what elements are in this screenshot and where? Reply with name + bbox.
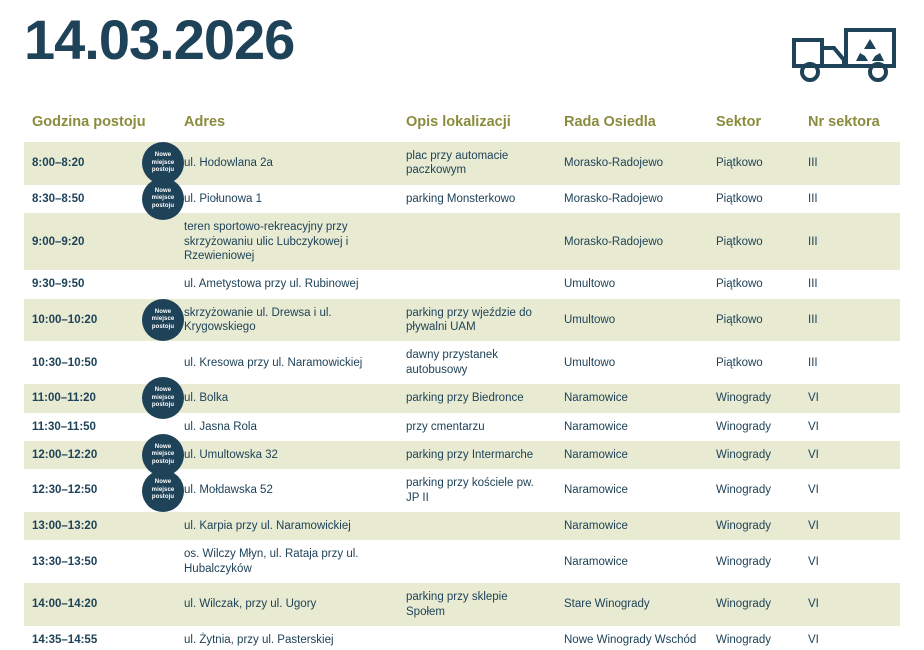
new-stop-badge — [142, 470, 184, 512]
cell-sector: Piątkowo — [708, 270, 800, 298]
cell-description — [398, 213, 556, 270]
address-text: ul. Karpia przy ul. Naramowickiej — [184, 520, 351, 532]
cell-description: parking przy Intermarche — [398, 441, 556, 469]
address-text: os. Wilczy Młyn, ul. Rataja przy ul. Hubalczyków — [184, 548, 359, 575]
cell-description: parking przy kościele pw. JP II — [398, 469, 556, 512]
cell-council: Stare Winogrady — [556, 583, 708, 626]
cell-description: parking przy wjeździe do pływalni UAM — [398, 299, 556, 342]
address-text: ul. Jasna Rola — [184, 420, 257, 433]
time-range: 9:00–9:20 — [32, 235, 85, 248]
cell-sector-number: VI — [800, 413, 900, 441]
new-stop-badge — [142, 299, 184, 341]
cell-sector-number: VI — [800, 626, 900, 650]
cell-sector: Piątkowo — [708, 213, 800, 270]
cell-description: parking przy Biedronce — [398, 384, 556, 412]
cell-description — [398, 270, 556, 298]
address-text: ul. Piołunowa 1 — [184, 192, 262, 205]
cell-address — [151, 441, 398, 469]
new-stop-badge-line3: postoju — [151, 167, 175, 174]
recycling-truck-icon — [790, 22, 900, 84]
table-row — [24, 299, 900, 342]
new-stop-badge-line2: miejsce — [151, 486, 175, 493]
new-stop-badge-line1: Nowe — [154, 152, 172, 159]
time-range: 12:00–12:20 — [32, 448, 98, 461]
new-stop-badge-line3: postoju — [151, 402, 175, 409]
cell-address — [151, 185, 398, 213]
cell-sector: Winogrady — [708, 583, 800, 626]
cell-time — [24, 626, 176, 650]
table-row — [24, 213, 900, 270]
cell-sector: Winogrady — [708, 441, 800, 469]
cell-sector-number: III — [800, 341, 900, 384]
time-range: 12:30–12:50 — [32, 484, 98, 497]
column-header-description: Opis lokalizacji — [406, 114, 511, 130]
new-stop-badge-line3: postoju — [151, 323, 175, 330]
new-stop-badge-line1: Nowe — [154, 479, 172, 486]
time-range: 11:30–11:50 — [32, 420, 96, 433]
page-title: 14.03.2026 — [24, 8, 295, 71]
address-text: ul. Bolka — [184, 392, 229, 405]
cell-sector: Winogrady — [708, 413, 800, 441]
cell-sector-number: III — [800, 142, 900, 185]
time-range: 10:00–10:20 — [32, 313, 98, 326]
cell-sector-number: VI — [800, 540, 900, 583]
cell-sector-number: III — [800, 299, 900, 342]
cell-sector: Winogrady — [708, 512, 800, 540]
new-stop-badge-line1: Nowe — [154, 308, 172, 315]
time-range: 9:30–9:50 — [32, 278, 85, 291]
cell-sector: Winogrady — [708, 626, 800, 650]
cell-sector-number: III — [800, 270, 900, 298]
cell-sector-number: VI — [800, 583, 900, 626]
new-stop-badge — [142, 178, 184, 220]
table-row — [24, 185, 900, 213]
cell-description — [398, 512, 556, 540]
table-row — [24, 384, 900, 412]
time-range: 10:30–10:50 — [32, 356, 98, 369]
new-stop-badge-line2: miejsce — [151, 316, 175, 323]
cell-sector-number: III — [800, 213, 900, 270]
new-stop-badge-line2: miejsce — [151, 159, 175, 166]
address-text: ul. Kresowa przy ul. Naramowickiej — [184, 356, 363, 369]
time-range: 14:35–14:55 — [32, 633, 98, 646]
cell-time — [24, 341, 176, 384]
table-header-row — [24, 108, 900, 142]
column-header-council: Rada Osiedla — [564, 114, 656, 130]
new-stop-badge-line3: postoju — [151, 494, 175, 501]
cell-council: Naramowice — [556, 441, 708, 469]
new-stop-badge-line2: miejsce — [151, 195, 175, 202]
time-range: 11:00–11:20 — [32, 392, 96, 405]
table-row — [24, 626, 900, 650]
cell-time — [24, 213, 176, 270]
cell-description: parking Monsterkowo — [398, 185, 556, 213]
page-header — [0, 0, 924, 108]
cell-address — [176, 341, 398, 384]
column-header-sector: Sektor — [716, 114, 762, 130]
address-text: ul. Ametystowa przy ul. Rubinowej — [184, 278, 359, 291]
cell-sector: Winogrady — [708, 540, 800, 583]
cell-address — [151, 469, 398, 512]
new-stop-badge-line1: Nowe — [154, 443, 172, 450]
cell-council: Umultowo — [556, 299, 708, 342]
cell-address — [176, 270, 398, 298]
table-row — [24, 540, 900, 583]
cell-address — [176, 213, 398, 270]
table-row — [24, 441, 900, 469]
cell-time — [24, 583, 176, 626]
cell-sector: Winogrady — [708, 469, 800, 512]
table-row — [24, 512, 900, 540]
address-text: ul. Umultowska 32 — [184, 448, 278, 461]
cell-description: dawny przystanek autobusowy — [398, 341, 556, 384]
cell-address — [151, 299, 398, 342]
cell-council: Umultowo — [556, 270, 708, 298]
column-header-sector-number: Nr sektora — [808, 114, 880, 130]
new-stop-badge — [142, 377, 184, 419]
cell-time — [24, 540, 176, 583]
table-row — [24, 583, 900, 626]
time-range: 8:30–8:50 — [32, 192, 85, 205]
cell-address — [176, 626, 398, 650]
new-stop-badge-line2: miejsce — [151, 451, 175, 458]
cell-council: Naramowice — [556, 413, 708, 441]
cell-council: Naramowice — [556, 469, 708, 512]
schedule-table — [24, 108, 900, 650]
column-header-address: Adres — [184, 114, 226, 130]
cell-sector: Piątkowo — [708, 185, 800, 213]
cell-sector: Winogrady — [708, 384, 800, 412]
cell-address — [176, 512, 398, 540]
cell-council: Naramowice — [556, 540, 708, 583]
new-stop-badge-line1: Nowe — [154, 387, 172, 394]
address-text: ul. Żytnia, przy ul. Pasterskiej — [184, 633, 334, 646]
cell-sector: Piątkowo — [708, 299, 800, 342]
cell-description: przy cmentarzu — [398, 413, 556, 441]
cell-description — [398, 540, 556, 583]
cell-council: Morasko-Radojewo — [556, 213, 708, 270]
cell-council: Naramowice — [556, 512, 708, 540]
cell-time — [24, 512, 176, 540]
cell-description: plac przy automacie paczkowym — [398, 142, 556, 185]
time-range: 13:30–13:50 — [32, 555, 98, 568]
address-text: skrzyżowanie ul. Drewsa i ul. Krygowskiego — [184, 306, 332, 333]
cell-council: Naramowice — [556, 384, 708, 412]
time-range: 14:00–14:20 — [32, 598, 98, 611]
cell-address — [176, 413, 398, 441]
time-range: 8:00–8:20 — [32, 157, 85, 170]
cell-sector-number: VI — [800, 441, 900, 469]
address-text: teren sportowo-rekreacyjny przy skrzyżowaniu ulic Lubczykowej i Rzewieniowej — [184, 221, 349, 262]
cell-sector-number: VI — [800, 384, 900, 412]
cell-sector-number: VI — [800, 469, 900, 512]
table-row — [24, 469, 900, 512]
cell-description — [398, 626, 556, 650]
table-row — [24, 270, 900, 298]
address-text: ul. Hodowlana 2a — [184, 157, 273, 170]
cell-council: Morasko-Radojewo — [556, 142, 708, 185]
cell-address — [176, 583, 398, 626]
cell-description: parking przy sklepie Społem — [398, 583, 556, 626]
cell-sector: Piątkowo — [708, 341, 800, 384]
cell-sector: Piątkowo — [708, 142, 800, 185]
new-stop-badge-line3: postoju — [151, 202, 175, 209]
cell-council: Morasko-Radojewo — [556, 185, 708, 213]
new-stop-badge-line1: Nowe — [154, 187, 172, 194]
cell-sector-number: III — [800, 185, 900, 213]
schedule-table-wrap — [0, 108, 924, 650]
schedule-table-body — [24, 142, 900, 650]
new-stop-badge-line2: miejsce — [151, 394, 175, 401]
cell-sector-number: VI — [800, 512, 900, 540]
cell-address — [151, 142, 398, 185]
cell-time — [24, 270, 176, 298]
cell-council: Umultowo — [556, 341, 708, 384]
cell-address — [176, 540, 398, 583]
cell-council: Nowe Winogrady Wschód — [556, 626, 708, 650]
new-stop-badge-line3: postoju — [151, 458, 175, 465]
time-range: 13:00–13:20 — [32, 520, 98, 532]
cell-address — [151, 384, 398, 412]
address-text: ul. Mołdawska 52 — [184, 484, 273, 497]
address-text: ul. Wilczak, przy ul. Ugory — [184, 598, 317, 611]
column-header-time: Godzina postoju — [32, 114, 146, 130]
